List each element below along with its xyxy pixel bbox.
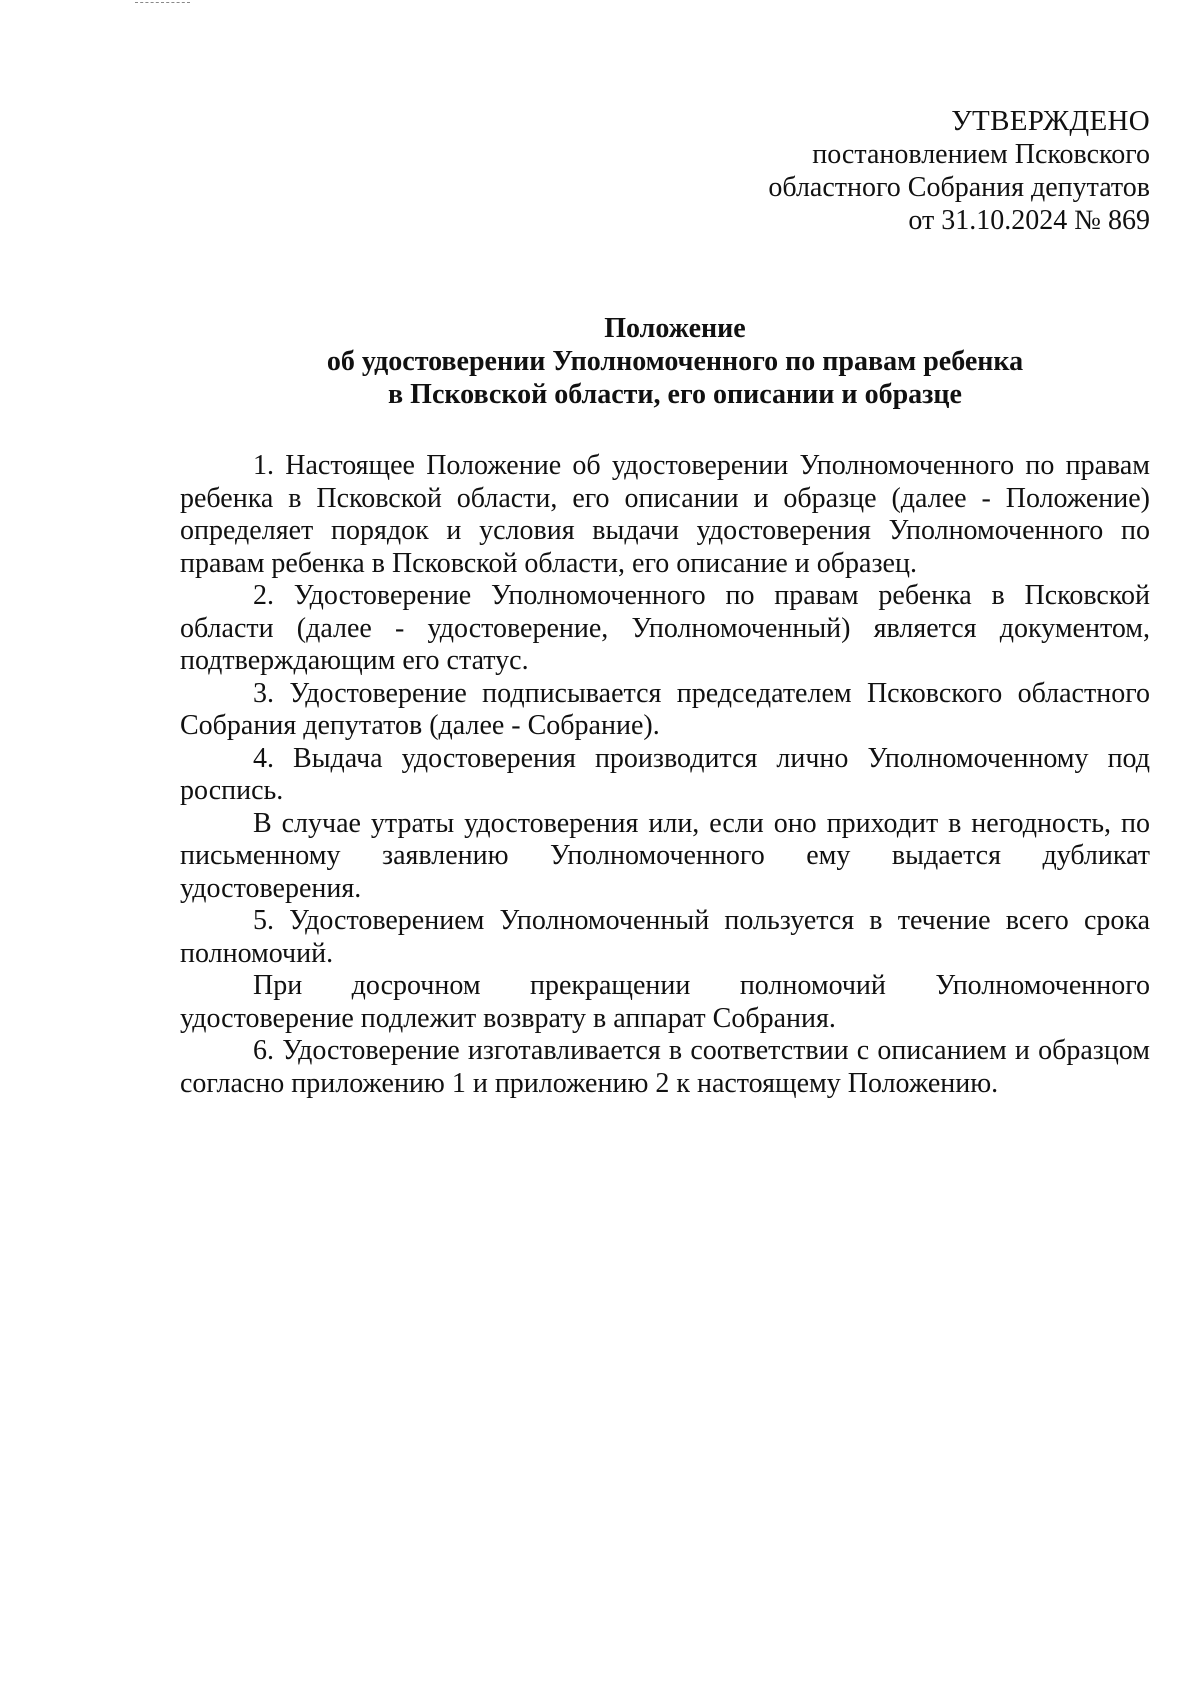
paragraph-4-duplicate: В случае утраты удостоверения или, если оно приходит в негодность, по письменному заявлению Уполномоченного ему выдается дубликат удостоверения. <box>180 807 1150 904</box>
paragraph-3: 3. Удостоверение подписывается председателем Псковского областного Собрания депутатов (далее - Собрание). <box>180 677 1150 741</box>
title-line-1: Положение <box>604 313 746 344</box>
document-title <box>180 312 1170 411</box>
document-body <box>180 450 1150 1100</box>
scan-artifact <box>135 2 190 7</box>
paragraph-4: 4. Выдача удостоверения производится лично Уполномоченному под роспись. <box>180 742 1150 806</box>
title-line-2: об удостоверении Уполномоченного по правам ребенка <box>326 346 1024 377</box>
paragraph-2: 2. Удостоверение Уполномоченного по правам ребенка в Псковской области (далее - удостоверение, Уполномоченный) является документом, подтверждающим его статус. <box>180 580 1150 676</box>
paragraph-5: 5. Удостоверением Уполномоченный пользуется в течение всего срока полномочий. <box>180 905 1150 969</box>
paragraph-5-early-termination: При досрочном прекращении полномочий Уполномоченного удостоверение подлежит возврату в аппарат Собрания. <box>180 970 1150 1034</box>
paragraph-6: 6. Удостоверение изготавливается в соответствии с описанием и образцом согласно приложению 1 и приложению 2 к настоящему Положению. <box>180 1035 1150 1099</box>
approval-line-resolution: постановлением Псковского <box>812 139 1150 170</box>
approval-stamp-block <box>768 105 1150 237</box>
approval-line-assembly: областного Собрания депутатов <box>768 172 1150 203</box>
approval-line-date-number: от 31.10.2024 № 869 <box>908 205 1150 236</box>
approval-heading: УТВЕРЖДЕНО <box>951 105 1150 137</box>
paragraph-1: 1. Настоящее Положение об удостоверении Уполномоченного по правам ребенка в Псковской области, его описании и образце (далее - Положение) определяет порядок и условия выдачи удостоверения Уполномоченного по правам ребенка в Псковской области, его описание и образец. <box>180 450 1150 579</box>
title-line-3: в Псковской области, его описании и образце <box>388 379 962 410</box>
